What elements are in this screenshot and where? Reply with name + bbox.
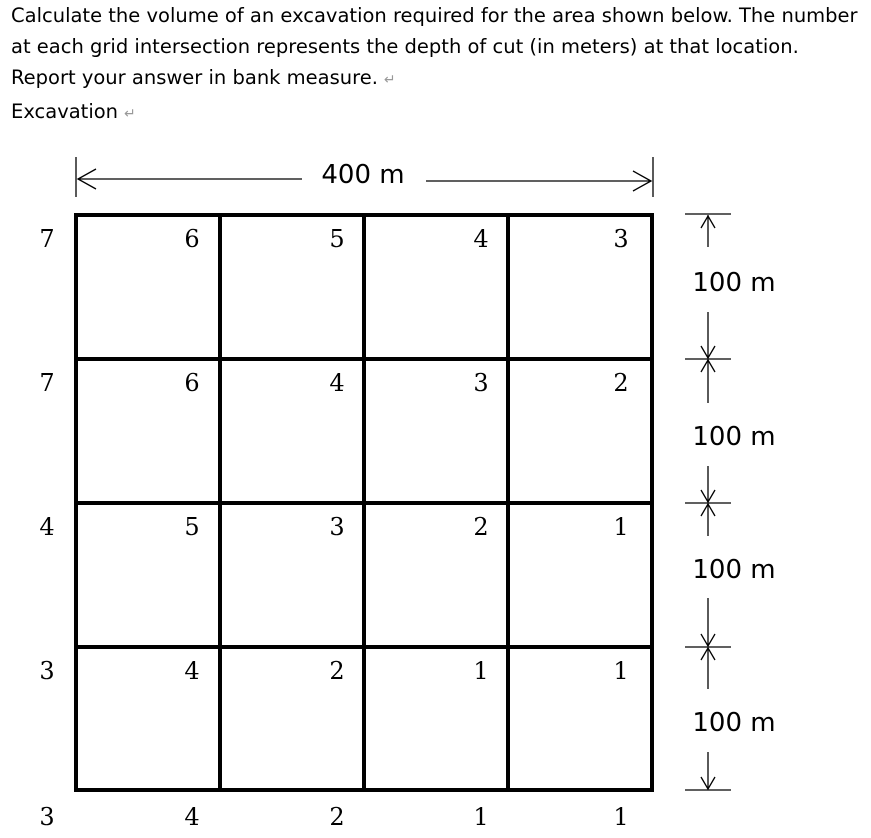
depth-labels bbox=[39, 225, 628, 831]
depth-value: 4 bbox=[184, 803, 200, 831]
depth-value: 2 bbox=[329, 803, 345, 831]
depth-value: 3 bbox=[613, 225, 629, 253]
row-height-label: 100 m bbox=[692, 708, 776, 738]
depth-value: 1 bbox=[613, 513, 629, 541]
depth-value: 5 bbox=[329, 225, 345, 253]
paragraph-mark-icon: ↵ bbox=[383, 72, 396, 88]
depth-value: 2 bbox=[473, 513, 489, 541]
depth-value: 5 bbox=[184, 513, 200, 541]
depth-value: 4 bbox=[39, 513, 55, 541]
depth-value: 7 bbox=[39, 369, 55, 397]
row-height-label: 100 m bbox=[692, 268, 776, 298]
depth-value: 4 bbox=[184, 657, 200, 685]
row-height-label: 100 m bbox=[692, 422, 776, 452]
depth-value: 6 bbox=[184, 225, 200, 253]
depth-value: 3 bbox=[39, 803, 55, 831]
question-text: Calculate the volume of an excavation required for the area shown below. The number at each grid intersection represents the depth of cut (in meters) at that location. Report your answer in bank measure. ↵ bbox=[11, 4, 858, 89]
depth-value: 3 bbox=[329, 513, 345, 541]
depth-value: 1 bbox=[473, 803, 489, 831]
depth-value: 4 bbox=[329, 369, 345, 397]
height-dimensions bbox=[685, 214, 731, 790]
depth-value: 2 bbox=[329, 657, 345, 685]
depth-value: 6 bbox=[184, 369, 200, 397]
width-label: 400 m bbox=[321, 160, 405, 190]
depth-value: 3 bbox=[473, 369, 489, 397]
question-subheading: Excavation ↵ bbox=[11, 100, 136, 123]
depth-value: 1 bbox=[613, 803, 629, 831]
grid bbox=[76, 215, 652, 790]
depth-value: 7 bbox=[39, 225, 55, 253]
depth-value: 3 bbox=[39, 657, 55, 685]
depth-value: 1 bbox=[473, 657, 489, 685]
paragraph-mark-icon: ↵ bbox=[124, 106, 136, 122]
depth-value: 4 bbox=[473, 225, 489, 253]
depth-value: 2 bbox=[613, 369, 629, 397]
row-height-label: 100 m bbox=[692, 555, 776, 585]
depth-value: 1 bbox=[613, 657, 629, 685]
